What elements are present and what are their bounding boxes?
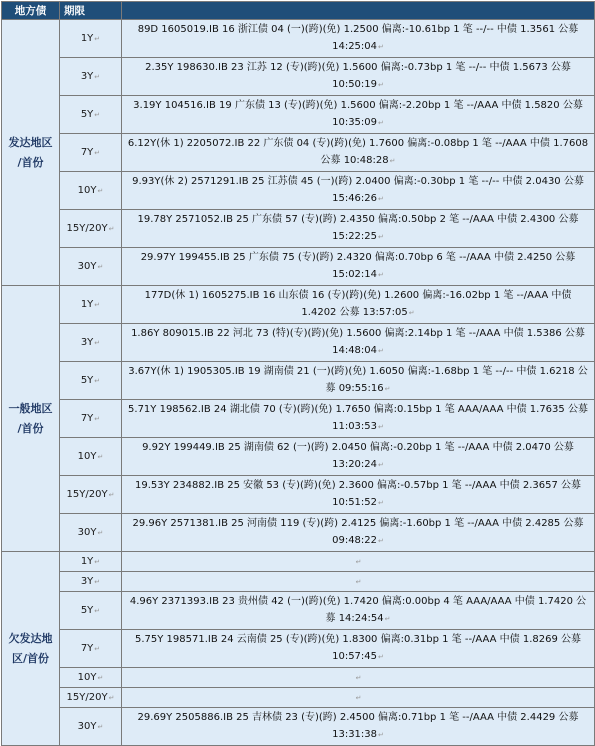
table-row — [2, 172, 595, 210]
table-row — [2, 324, 595, 362]
quote-detail-text: 3.19Y 104516.IB 19 广东债 13 (专)(跨)(免) 1.5600 偏离:-2.20bp 1 笔 --/AAA 中债 1.5820 公募 10:35:09 — [133, 100, 583, 128]
table-row — [2, 630, 595, 668]
cell-end-mark: ↵ — [378, 537, 384, 545]
quote-detail-text: 29.96Y 2571381.IB 25 河南债 119 (专)(跨) 2.4125 偏离:-1.60bp 1 笔 --/AAA 中债 2.4285 公募 09:48:22 — [132, 518, 584, 546]
cell-end-mark: ↵ — [94, 645, 101, 653]
region-cell: 欠发达地 区/首份 — [2, 552, 60, 746]
term-cell — [60, 324, 122, 362]
term-cell — [60, 476, 122, 514]
header-region: 地方债 — [2, 2, 60, 20]
header-row — [2, 2, 595, 20]
term-label: 30Y — [77, 721, 97, 732]
cell-end-mark: ↵ — [94, 149, 101, 157]
quote-detail-text: 19.53Y 234882.IB 25 安徽 53 (专)(跨)(免) 2.3600 偏离:-0.57bp 1 笔 --/AAA 中债 2.3657 公募 10:51:52 — [134, 480, 582, 508]
term-label: 1Y — [80, 33, 94, 44]
cell-end-mark: ↵ — [108, 694, 115, 702]
quote-detail-text: 2.35Y 198630.IB 23 江苏 12 (专)(跨)(免) 1.5600 偏离:-0.73bp 1 笔 --/-- 中债 1.5673 公募 10:50:19 — [145, 62, 571, 90]
cell-end-mark: ↵ — [389, 157, 396, 165]
term-cell — [60, 248, 122, 286]
table-row — [2, 286, 595, 324]
table-row — [2, 592, 595, 630]
term-label: 15Y/20Y — [66, 489, 108, 500]
term-label: 7Y — [80, 643, 94, 654]
table-row — [2, 476, 595, 514]
cell-end-mark: ↵ — [94, 339, 101, 347]
table-row — [2, 210, 595, 248]
quote-detail-cell — [122, 362, 595, 400]
table-row — [2, 248, 595, 286]
quote-detail-cell — [122, 592, 595, 630]
cell-end-mark: ↵ — [378, 81, 384, 89]
cell-end-mark: ↵ — [94, 607, 101, 615]
term-label: 10Y — [77, 185, 97, 196]
quote-detail-cell — [122, 286, 595, 324]
term-cell — [60, 552, 122, 572]
cell-end-mark: ↵ — [355, 693, 362, 702]
region-cell: 一般地区 /首份 — [2, 286, 60, 552]
quote-detail-cell — [122, 476, 595, 514]
quote-detail-cell — [122, 400, 595, 438]
term-label: 5Y — [80, 605, 94, 616]
cell-end-mark: ↵ — [378, 271, 384, 279]
table-row — [2, 668, 595, 688]
term-label: 15Y/20Y — [66, 223, 108, 234]
table-row — [2, 438, 595, 476]
term-label: 30Y — [77, 527, 97, 538]
table-row — [2, 514, 595, 552]
quote-detail-text: 9.92Y 199449.IB 25 湖南债 62 (一)(跨) 2.0450 偏离:-0.20bp 1 笔 --/AAA 中债 2.0470 公募 13:20:24 — [142, 442, 574, 470]
cell-end-mark: ↵ — [94, 578, 101, 586]
table-row — [2, 134, 595, 172]
quote-detail-cell — [122, 514, 595, 552]
cell-end-mark: ↵ — [378, 731, 384, 739]
cell-end-mark: ↵ — [97, 674, 104, 682]
term-label: 5Y — [80, 109, 94, 120]
quote-detail-cell — [122, 20, 595, 58]
term-label: 7Y — [80, 147, 94, 158]
table-row — [2, 552, 595, 572]
cell-end-mark: ↵ — [97, 723, 104, 731]
quote-detail-text: 5.71Y 198562.IB 24 湖北债 70 (专)(跨)(免) 1.7650 偏离:0.15bp 1 笔 AAA/AAA 中债 1.7635 公募 11:03:53 — [128, 404, 588, 432]
table-row — [2, 572, 595, 592]
term-label: 5Y — [80, 375, 94, 386]
term-cell — [60, 210, 122, 248]
term-cell — [60, 572, 122, 592]
cell-end-mark: ↵ — [384, 615, 391, 623]
cell-end-mark: ↵ — [94, 111, 101, 119]
quote-detail-text: 4.96Y 2371393.IB 23 贵州债 42 (一)(跨)(免) 1.7420 偏离:0.00bp 4 笔 AAA/AAA 中债 1.7420 公募 14:24:54 — [129, 596, 587, 624]
cell-end-mark: ↵ — [108, 225, 115, 233]
cell-end-mark: ↵ — [355, 557, 362, 566]
quote-detail-text: 29.69Y 2505886.IB 25 吉林债 23 (专)(跨) 2.4500 偏离:0.71bp 1 笔 --/AAA 中债 2.4429 公募 13:31:38 — [137, 712, 579, 740]
cell-end-mark: ↵ — [378, 347, 384, 355]
cell-end-mark: ↵ — [97, 263, 104, 271]
quote-detail-cell — [122, 172, 595, 210]
term-cell — [60, 362, 122, 400]
bond-quote-table — [1, 1, 595, 746]
term-cell — [60, 58, 122, 96]
header-term: 期限 — [60, 2, 122, 20]
quote-detail-text: 1.86Y 809015.IB 22 河北 73 (特)(专)(跨)(免) 1.5600 偏离:2.14bp 1 笔 --/AAA 中债 1.5386 公募 14:48:04 — [131, 328, 585, 356]
cell-end-mark: ↵ — [94, 73, 101, 81]
cell-end-mark: ↵ — [108, 491, 115, 499]
cell-end-mark: ↵ — [378, 653, 384, 661]
term-cell — [60, 688, 122, 708]
cell-end-mark: ↵ — [94, 35, 101, 43]
cell-end-mark: ↵ — [94, 415, 101, 423]
table-row — [2, 400, 595, 438]
term-cell — [60, 286, 122, 324]
cell-end-mark: ↵ — [378, 233, 384, 241]
quote-detail-text: 29.97Y 199455.IB 25 广东债 75 (专)(跨) 2.4320 偏离:0.70bp 6 笔 --/AAA 中债 2.4250 公募 15:02:14 — [140, 252, 576, 280]
term-label: 7Y — [80, 413, 94, 424]
cell-end-mark: ↵ — [378, 499, 384, 507]
cell-end-mark: ↵ — [378, 195, 384, 203]
cell-end-mark: ↵ — [408, 309, 415, 317]
cell-end-mark: ↵ — [94, 558, 101, 566]
quote-detail-cell — [122, 134, 595, 172]
cell-end-mark: ↵ — [378, 461, 384, 469]
cell-end-mark: ↵ — [97, 187, 104, 195]
term-label: 10Y — [77, 451, 97, 462]
quote-detail-cell — [122, 630, 595, 668]
quote-detail-cell — [122, 572, 595, 592]
cell-end-mark: ↵ — [378, 423, 384, 431]
quote-detail-cell — [122, 688, 595, 708]
table-row — [2, 20, 595, 58]
quote-detail-text: 9.93Y(休 2) 2571291.IB 25 江苏债 45 (一)(跨) 2.0400 偏离:-0.30bp 1 笔 --/-- 中债 2.0430 公募 15:46:26 — [132, 176, 584, 204]
quote-detail-cell — [122, 210, 595, 248]
header-detail — [122, 2, 595, 20]
quote-detail-cell — [122, 438, 595, 476]
term-cell — [60, 630, 122, 668]
term-cell — [60, 400, 122, 438]
quote-detail-cell — [122, 58, 595, 96]
term-label: 1Y — [80, 556, 94, 567]
term-cell — [60, 20, 122, 58]
term-cell — [60, 514, 122, 552]
term-cell — [60, 438, 122, 476]
table-row — [2, 688, 595, 708]
quote-detail-cell — [122, 248, 595, 286]
term-label: 3Y — [80, 337, 94, 348]
cell-end-mark: ↵ — [378, 119, 384, 127]
term-label: 3Y — [80, 71, 94, 82]
table-row — [2, 96, 595, 134]
quote-detail-text: 3.67Y(休 1) 1905305.IB 19 湖南债 21 (一)(跨)(免) 1.6050 偏离:-1.68bp 1 笔 --/-- 中债 1.6218 公募 09:55:16 — [128, 366, 588, 394]
quote-detail-text: 89D 1605019.IB 16 浙江债 04 (一)(跨)(免) 1.2500 偏离:-10.61bp 1 笔 --/-- 中债 1.3561 公募 14:25:04 — [137, 24, 579, 52]
term-label: 1Y — [80, 299, 94, 310]
cell-end-mark: ↵ — [378, 43, 384, 51]
cell-end-mark: ↵ — [355, 673, 362, 682]
term-cell — [60, 668, 122, 688]
table-row — [2, 362, 595, 400]
cell-end-mark: ↵ — [94, 377, 101, 385]
term-cell — [60, 592, 122, 630]
quote-detail-cell — [122, 96, 595, 134]
quote-detail-text: 5.75Y 198571.IB 24 云南债 25 (专)(跨)(免) 1.8300 偏离:0.31bp 1 笔 --/AAA 中债 1.8269 公募 10:57:45 — [134, 634, 582, 662]
cell-end-mark: ↵ — [384, 385, 391, 393]
term-label: 15Y/20Y — [66, 692, 108, 703]
quote-detail-cell — [122, 324, 595, 362]
term-label: 10Y — [77, 672, 97, 683]
table-row — [2, 58, 595, 96]
quote-detail-text: 6.12Y(休 1) 2205072.IB 22 广东债 04 (专)(跨)(免) 1.7600 偏离:-0.08bp 1 笔 --/AAA 中债 1.7608 公募 10:48:28 — [127, 138, 589, 166]
cell-end-mark: ↵ — [355, 577, 362, 586]
term-cell — [60, 134, 122, 172]
table-body — [2, 20, 595, 746]
term-cell — [60, 172, 122, 210]
cell-end-mark: ↵ — [97, 529, 104, 537]
quote-detail-text: 19.78Y 2571052.IB 25 广东债 57 (专)(跨) 2.4350 偏离:0.50bp 2 笔 --/AAA 中债 2.4300 公募 15:22:25 — [137, 214, 579, 242]
term-label: 3Y — [80, 576, 94, 587]
cell-end-mark: ↵ — [97, 453, 104, 461]
term-label: 30Y — [77, 261, 97, 272]
quote-detail-cell — [122, 552, 595, 572]
quote-detail-text: 177D(休 1) 1605275.IB 16 山东债 16 (专)(跨)(免) 1.2600 偏离:-16.02bp 1 笔 --/AAA 中债 1.4202 公募 13:57:05 — [144, 290, 572, 318]
cell-end-mark: ↵ — [94, 301, 101, 309]
term-cell — [60, 96, 122, 134]
quote-detail-cell — [122, 668, 595, 688]
region-cell: 发达地区 /首份 — [2, 20, 60, 286]
